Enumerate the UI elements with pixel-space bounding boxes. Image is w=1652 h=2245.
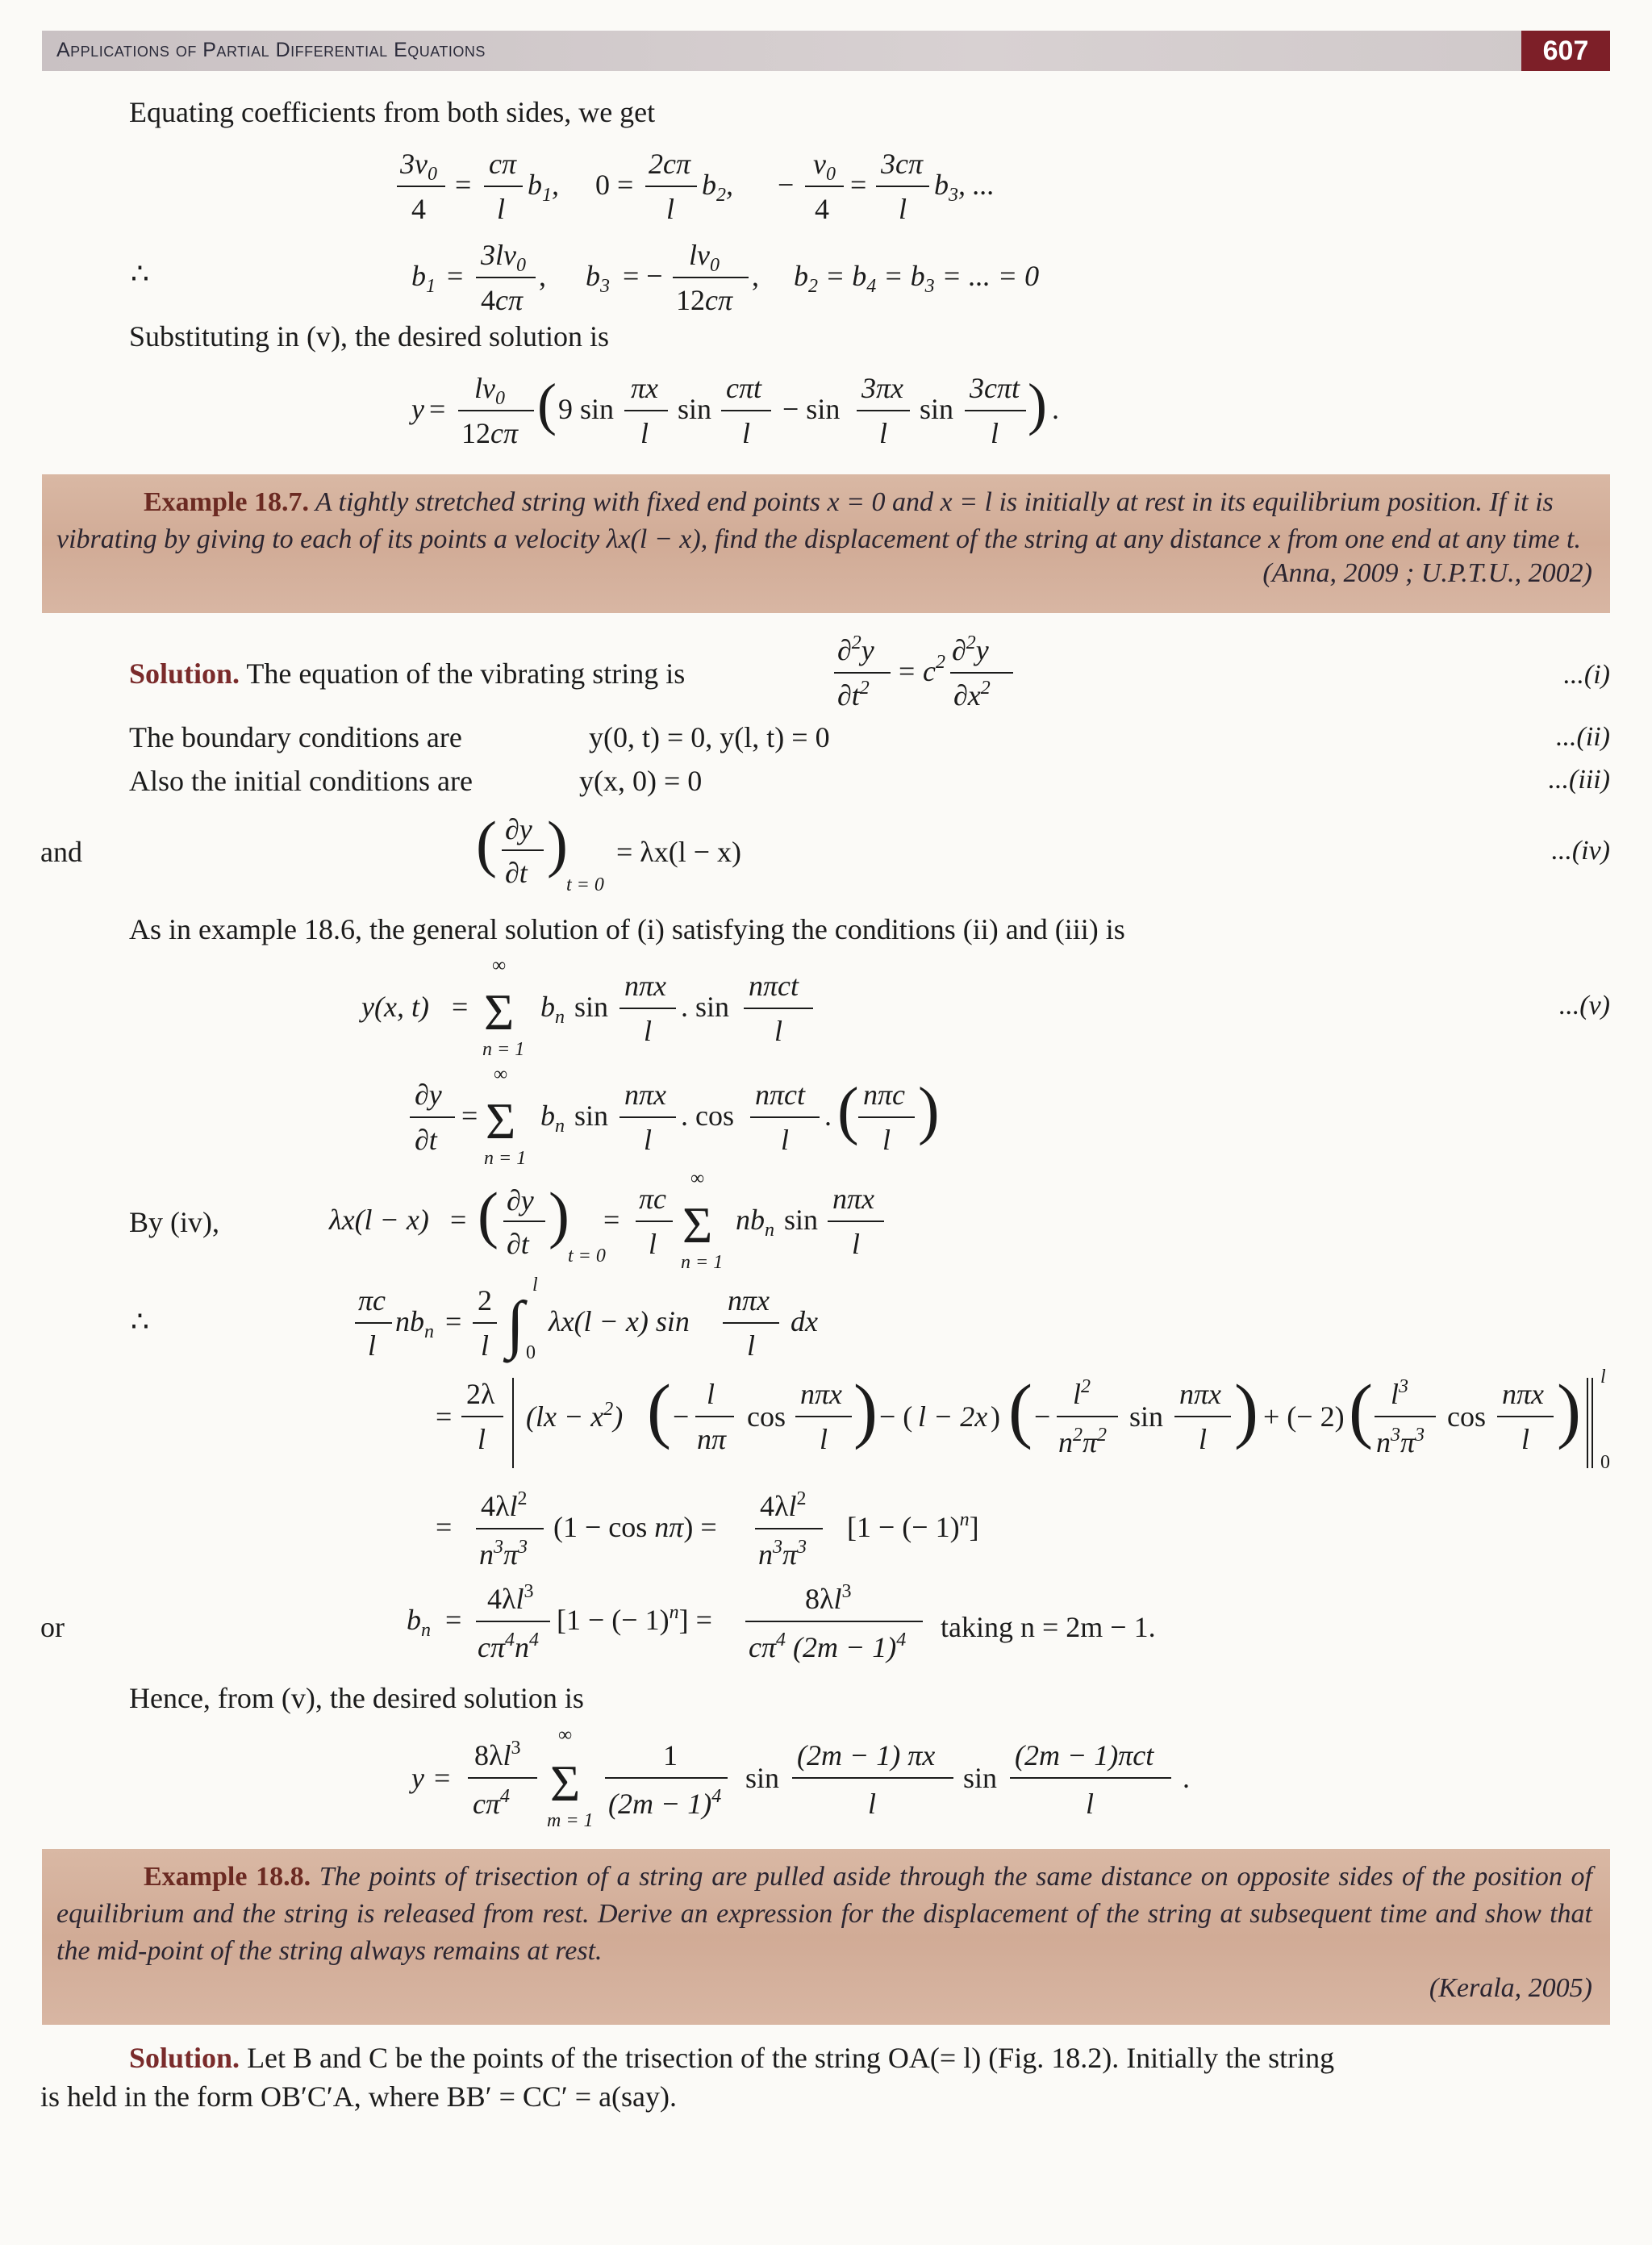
svg-text:l: l	[478, 1423, 486, 1455]
solution-18-8-line2: is held in the form OB′C′A, where BB′ = CC′ = a(say).	[40, 2080, 678, 2113]
svg-text:v0: $v_0$	[813, 148, 836, 185]
svg-text:=: =	[461, 1100, 478, 1132]
bc-label: The boundary conditions are	[129, 721, 462, 753]
svg-text:nπct: nπct	[755, 1079, 806, 1111]
svg-text:∂y: ∂y	[415, 1079, 442, 1111]
solution-18-8-label: Solution.	[129, 2042, 240, 2074]
svg-text:l: l	[879, 417, 888, 449]
svg-text:m = 1: m = 1	[547, 1810, 594, 1831]
svg-text:l: l	[368, 1329, 377, 1362]
svg-text:): )	[547, 808, 568, 878]
svg-text:l: l	[868, 1788, 877, 1820]
svg-text:nπx: nπx	[624, 970, 667, 1002]
svg-text:nπx: nπx	[1179, 1378, 1222, 1410]
svg-text:l: l	[820, 1423, 828, 1455]
svg-text:l: l	[1199, 1423, 1208, 1455]
coefficient-values	[411, 234, 1105, 323]
svg-text:=: =	[455, 169, 472, 201]
svg-text:3cπ: 3cπ	[881, 148, 924, 180]
svg-text:=: =	[436, 1400, 453, 1433]
svg-text:t = 0: t = 0	[566, 874, 604, 895]
svg-text:2λ: 2λ	[466, 1378, 495, 1410]
svg-text:(lx − x2): $(lx - x^2)$	[526, 1399, 624, 1433]
svg-text:n3π3: $n^3\pi^3$	[758, 1537, 807, 1571]
svg-text:): )	[853, 1371, 878, 1450]
therefore-symbol-2: ∴	[131, 1305, 149, 1337]
svg-text:n3π3: $n^3\pi^3$	[1376, 1425, 1425, 1458]
condition-iv-applied	[329, 1168, 910, 1275]
svg-text:n = 1: n = 1	[681, 1252, 724, 1273]
svg-text:b3: $b_3$	[586, 260, 610, 297]
svg-text:): )	[1557, 1371, 1581, 1450]
svg-text:. cos: . cos	[681, 1100, 734, 1132]
svg-text:cπ: cπ	[489, 148, 517, 180]
final-solution-intro: Hence, from (v), the desired solution is	[129, 1682, 584, 1714]
svg-text:1: 1	[663, 1739, 678, 1771]
example-18-7-statement: A tightly stretched string with fixed end points x = 0 and x = l is initially at rest in its equilibrium position. If it is vibrating by giving to each of its points a velocity λx(l − x), find the displacement of the string at any distance x from one end at any time t.	[56, 487, 1581, 554]
svg-text:∫: ∫	[507, 1289, 524, 1360]
svg-text:8λl3: $8\lambda l^3$	[474, 1738, 521, 1771]
svg-text:l: l	[899, 193, 907, 225]
initial-velocity-lhs	[476, 807, 605, 903]
velocity-series	[410, 1064, 974, 1169]
svg-text:l: l	[781, 1124, 790, 1156]
general-solution-intro: As in example 18.6, the general solution of (i) satisfying the conditions (ii) and (iii) is	[129, 913, 1125, 945]
svg-text:(: (	[1349, 1371, 1373, 1450]
initial-velocity-rhs: = λx(l − x)	[616, 836, 742, 868]
svg-text:− sin: − sin	[782, 393, 841, 425]
example-18-7-box	[42, 474, 1610, 613]
svg-text:sin: sin	[678, 393, 712, 425]
example-18-8-text	[56, 1859, 1592, 1970]
svg-text:(2m − 1)πct: (2m − 1)πct	[1015, 1739, 1154, 1771]
svg-text:∂t: ∂t	[507, 1228, 529, 1260]
svg-text:∂x2: $\partial x^2$	[953, 678, 991, 711]
svg-text:y: y	[411, 393, 424, 425]
general-solution	[361, 955, 926, 1060]
svg-text:. sin: . sin	[681, 991, 730, 1023]
substitution-note: taking n = 2m − 1.	[941, 1611, 1156, 1643]
svg-text:8λl3: $8\lambda l^3$	[805, 1581, 852, 1615]
tag-ii: ...(ii)	[1555, 722, 1610, 752]
svg-text:): )	[1234, 1371, 1258, 1450]
svg-text:(2m − 1)4: $(2m - 1)^4$	[608, 1786, 722, 1820]
svg-text:nπx: nπx	[832, 1183, 875, 1215]
solution-18-8-text: Let B and C be the points of the trisection of the string OA(= l) (Fig. 18.2). Initially the string	[247, 2042, 1335, 2074]
svg-text:∂2y: ∂$^2$y	[837, 632, 874, 666]
coefficient-simplified	[436, 1480, 1081, 1577]
svg-text:cπt: cπt	[726, 372, 762, 404]
svg-text:(1 − cos nπ) =: (1 − cos nπ) =	[553, 1511, 717, 1543]
svg-text:b1,: $b_1$,	[528, 169, 559, 206]
bc-value: y(0, t) = 0, y(l, t) = 0	[589, 721, 830, 753]
ic-label: Also the initial conditions are	[129, 765, 473, 797]
svg-text:Σ: Σ	[484, 983, 515, 1041]
svg-text:l: l	[666, 193, 675, 225]
svg-text:nπ: nπ	[697, 1423, 727, 1455]
svg-text:l: l	[1600, 1367, 1606, 1387]
svg-text:∂t: ∂t	[505, 857, 528, 889]
svg-text:b2 = b4 = b3 = ... = 0: $b_2 = b_4 = b_3$ = ... = 0	[794, 260, 1040, 297]
example-18-7-text	[56, 484, 1592, 558]
svg-text:πc: πc	[639, 1183, 667, 1215]
solution-18-8-line1	[129, 2041, 1334, 2076]
coefficient-equations	[387, 141, 1032, 230]
svg-text:=: =	[450, 1204, 467, 1236]
ic-value: y(x, 0) = 0	[579, 765, 703, 797]
svg-text:=: =	[429, 393, 446, 425]
svg-text:0 =: 0 =	[595, 169, 634, 201]
svg-text:(: (	[647, 1371, 671, 1450]
svg-text:nbn: $nb_n$	[395, 1305, 434, 1342]
svg-text:,: ,	[752, 260, 759, 292]
running-header	[42, 31, 1610, 71]
svg-text:cos: cos	[747, 1400, 786, 1433]
example-18-8-statement: The points of trisection of a string are pulled aside through the same distance on opposite sides of the position of equilibrium and the string is released from rest. Derive an expression for the displacement of the string at subsequent time and show that the mid-point of the string always remains at rest.	[56, 1862, 1592, 1966]
svg-text:lv0: $lv_0$	[689, 239, 720, 276]
svg-text:nπx: nπx	[1502, 1378, 1545, 1410]
svg-text:.: .	[1052, 393, 1059, 425]
svg-text:4λl3: $4\lambda l^3$	[487, 1581, 534, 1615]
svg-text:Σ: Σ	[682, 1196, 713, 1254]
svg-text:sin: sin	[745, 1762, 780, 1794]
svg-text:b1: $b_1$	[411, 260, 436, 297]
integration-by-parts	[436, 1363, 1646, 1484]
svg-text:l: l	[481, 1329, 490, 1362]
svg-text:∞: ∞	[492, 955, 507, 976]
coeff-intro: Equating coefficients from both sides, we get	[129, 96, 656, 128]
svg-text:nπct: nπct	[749, 970, 799, 1002]
svg-text:nbn: $nb_n$	[736, 1204, 774, 1241]
svg-text:3lv0: $3lv_0$	[481, 239, 526, 276]
svg-text:3πx: 3πx	[861, 372, 904, 404]
svg-text:(2m − 1) πx: (2m − 1) πx	[797, 1739, 936, 1771]
example-18-7-label: Example 18.7.	[144, 487, 309, 517]
svg-text:bn: $b_n$	[407, 1604, 431, 1641]
example-18-8-label: Example 18.8.	[144, 1862, 311, 1892]
svg-text:n2π2: $n^2\pi^2$	[1058, 1425, 1108, 1458]
tag-i: ...(i)	[1563, 660, 1610, 690]
svg-text:l: l	[1521, 1423, 1530, 1455]
svg-text:4λl2: $4\lambda l^2$	[481, 1488, 528, 1522]
svg-text:): )	[549, 1179, 569, 1250]
svg-text:+ (− 2): + (− 2)	[1263, 1400, 1345, 1433]
chapter-title: Applications of Partial Differential Equations	[56, 39, 486, 61]
or-word: or	[40, 1611, 65, 1643]
svg-text:=: =	[447, 260, 464, 292]
svg-text:2: 2	[478, 1284, 492, 1317]
therefore-symbol-1: ∴	[131, 257, 149, 290]
svg-text:sin: sin	[920, 393, 954, 425]
svg-text:bn: $b_n$	[540, 991, 565, 1028]
svg-text:nπx: nπx	[800, 1378, 843, 1410]
svg-text:λx(l − x): λx(l − x)	[329, 1204, 429, 1236]
svg-text:bn: $b_n$	[540, 1100, 565, 1137]
svg-text:l: l	[640, 417, 649, 449]
svg-text:l: l	[747, 1329, 756, 1362]
svg-text:.: .	[824, 1100, 832, 1132]
svg-text:cπ4: $c\pi^4$	[473, 1786, 511, 1820]
svg-text:l: l	[774, 1015, 783, 1047]
svg-text:nπx: nπx	[728, 1284, 770, 1317]
svg-text:lv0: $lv_0$	[474, 372, 505, 409]
svg-text:4λl2: $4\lambda l^2$	[760, 1488, 807, 1522]
svg-text:=: =	[603, 1204, 620, 1236]
svg-text:l: l	[991, 417, 999, 449]
svg-text:λx(l − x) sin: λx(l − x) sin	[549, 1305, 690, 1337]
solution-label: Solution.	[129, 657, 240, 690]
svg-text:−: −	[673, 1400, 690, 1433]
svg-text:=: =	[434, 1762, 451, 1794]
svg-text:dx: dx	[791, 1305, 818, 1337]
tag-iv: ...(iv)	[1551, 836, 1610, 866]
svg-text:n = 1: n = 1	[482, 1039, 525, 1060]
wave-equation	[831, 629, 1024, 718]
svg-text:(: (	[478, 1179, 499, 1250]
and-word: and	[40, 836, 82, 868]
svg-text:nπx: nπx	[624, 1079, 667, 1111]
svg-text:(: (	[837, 1075, 859, 1146]
svg-text:sin: sin	[574, 1100, 609, 1132]
bn-result	[407, 1573, 971, 1670]
svg-text:nπc: nπc	[863, 1079, 906, 1111]
svg-text:∂y: ∂y	[505, 813, 532, 845]
svg-text:∂y: ∂y	[507, 1184, 534, 1216]
svg-text:Σ: Σ	[486, 1092, 516, 1150]
svg-text:∞: ∞	[558, 1725, 573, 1746]
svg-text:= −: = −	[623, 260, 663, 292]
svg-text:b3, ...: $b_3$, ...	[934, 169, 995, 206]
svg-text:− (: − (	[879, 1400, 913, 1433]
svg-text:3v0: $3v_0$	[400, 148, 437, 185]
svg-text:=: =	[899, 655, 916, 687]
svg-text:[1 − (− 1)n] =: [1 − (− 1)$^n$] =	[557, 1602, 712, 1636]
svg-text:−: −	[1034, 1400, 1051, 1433]
svg-text:cos: cos	[1447, 1400, 1486, 1433]
svg-text:Σ: Σ	[550, 1755, 581, 1812]
svg-text:sin: sin	[1129, 1400, 1164, 1433]
svg-text:∂t: ∂t	[415, 1124, 437, 1156]
tag-iii: ...(iii)	[1548, 765, 1610, 795]
svg-text:n = 1: n = 1	[484, 1148, 527, 1169]
svg-text:y: y	[411, 1762, 424, 1794]
svg-text:l: l	[852, 1228, 861, 1260]
svg-text:4cπ: 4cπ	[481, 284, 524, 316]
svg-text:=: =	[445, 1604, 462, 1636]
svg-text:y(x, t): y(x, t)	[361, 991, 429, 1023]
svg-text:0: 0	[526, 1342, 536, 1363]
svg-text:): )	[1028, 372, 1047, 436]
svg-text:l: l	[532, 1275, 538, 1296]
svg-text:[1 − (− 1)n]: [1 − (− 1)$^n$]	[847, 1509, 979, 1543]
svg-text:0: 0	[1600, 1452, 1610, 1473]
svg-text:l: l	[1086, 1788, 1095, 1820]
example-18-7-citation: (Anna, 2009 ; U.P.T.U., 2002)	[1262, 558, 1592, 588]
svg-text:): )	[991, 1400, 1000, 1433]
svg-text:): )	[918, 1075, 940, 1146]
svg-text:−: −	[778, 169, 795, 201]
svg-text:4: 4	[815, 193, 829, 225]
svg-text:=: =	[436, 1511, 453, 1543]
svg-text:∂2y: ∂$^2$y	[952, 632, 989, 666]
tag-v: ...(v)	[1558, 991, 1610, 1020]
svg-text:9 sin: 9 sin	[558, 393, 615, 425]
page-number: 607	[1521, 31, 1610, 71]
svg-text:(: (	[476, 808, 497, 878]
svg-text:cπ4n4: $c\pi^4n^4$	[478, 1630, 540, 1663]
svg-text:(: (	[537, 372, 557, 436]
svg-text:12cπ: 12cπ	[461, 417, 519, 449]
svg-text:∞: ∞	[494, 1064, 508, 1085]
svg-text:l: l	[882, 1124, 891, 1156]
svg-text:b2,: $b_2$,	[702, 169, 733, 206]
svg-text:∂t2: $\partial t^2$	[837, 678, 870, 711]
svg-text:=: =	[445, 1305, 462, 1337]
svg-text:.: .	[1183, 1762, 1190, 1794]
svg-text:πc: πc	[358, 1284, 386, 1317]
svg-text:t = 0: t = 0	[568, 1246, 606, 1266]
svg-text:,: ,	[539, 260, 546, 292]
substitution-intro: Substituting in (v), the desired solution is	[129, 320, 609, 353]
svg-text:l2: $l^2$	[1073, 1376, 1091, 1410]
svg-text:l: l	[644, 1015, 653, 1047]
svg-text:12cπ: 12cπ	[676, 284, 733, 316]
svg-text:l: l	[649, 1228, 657, 1260]
svg-text:sin: sin	[963, 1762, 998, 1794]
svg-text:l: l	[497, 193, 506, 225]
example-18-8-box	[42, 1849, 1610, 2025]
svg-text:∞: ∞	[690, 1168, 705, 1189]
solution-eq-intro: The equation of the vibrating string is	[246, 657, 686, 690]
svg-text:=: =	[850, 169, 867, 201]
svg-text:2cπ: 2cπ	[649, 148, 691, 180]
svg-text:c2: $c^2$	[923, 652, 945, 687]
svg-text:πx: πx	[631, 372, 659, 404]
svg-text:4: 4	[411, 193, 426, 225]
svg-text:l3: $l^3$	[1391, 1376, 1409, 1410]
svg-text:cπ4 (2m − 1)4: $c\pi^4$ $(2m - 1)^4$	[749, 1630, 907, 1663]
svg-text:l − 2x: l − 2x	[918, 1400, 988, 1433]
svg-text:sin: sin	[574, 991, 609, 1023]
svg-text:sin: sin	[784, 1204, 819, 1236]
example-18-8-citation: (Kerala, 2005)	[1429, 1973, 1592, 2003]
solution-18-6	[411, 367, 1105, 456]
svg-text:l: l	[644, 1124, 653, 1156]
solution-intro	[129, 657, 685, 691]
svg-text:n3π3: $n^3\pi^3$	[479, 1537, 528, 1571]
svg-text:=: =	[452, 991, 469, 1023]
svg-text:l: l	[742, 417, 751, 449]
svg-text:(: (	[1008, 1371, 1032, 1450]
by-iv: By (iv),	[129, 1206, 219, 1238]
svg-text:l: l	[707, 1378, 715, 1410]
svg-text:3cπt: 3cπt	[970, 372, 1020, 404]
final-solution	[411, 1726, 1218, 1831]
